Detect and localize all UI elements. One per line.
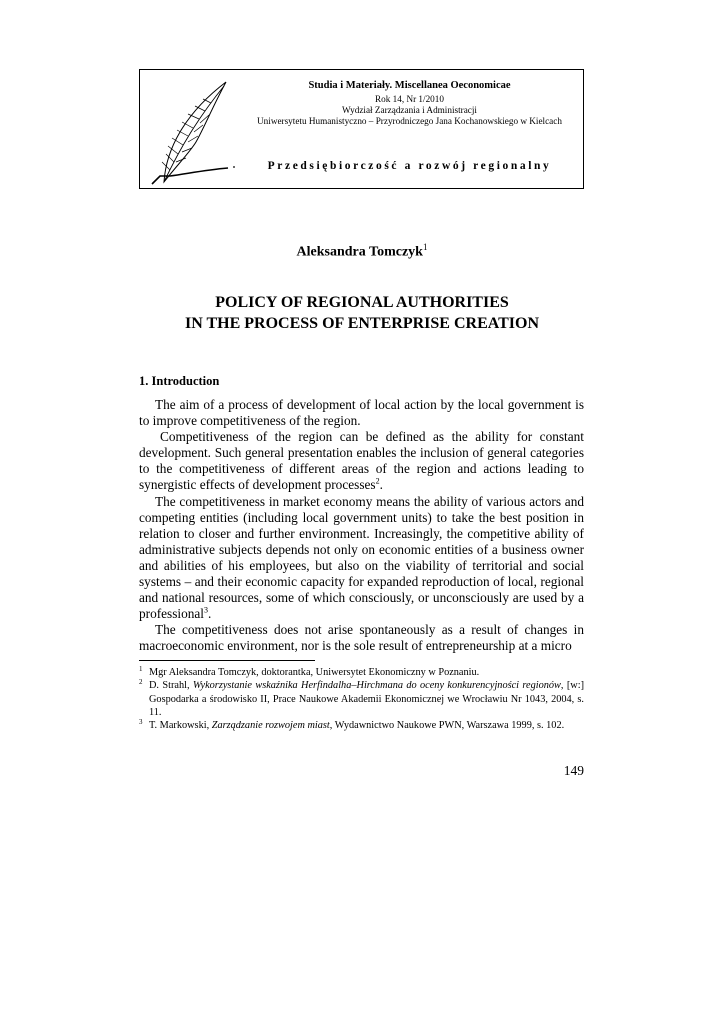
journal-header-box (139, 69, 584, 189)
paragraph-4: The competitiveness does not arise spontaneously as a result of changes in macroeconomic environment, nor is the sole result of entrepreneurship at a micro (139, 622, 584, 654)
paragraph-1: The aim of a process of development of local action by the local government is to improve competitiveness of the region. (139, 397, 584, 429)
page-number: 149 (563, 763, 584, 778)
author-footnote-ref: 1 (422, 242, 428, 252)
cited-title: Zarządzanie rozwojem miast (211, 720, 330, 732)
footnotes (139, 666, 584, 732)
footnote-number: 1 (139, 665, 143, 673)
section-heading: 1. Introduction (139, 374, 220, 388)
footnote-ref-3: 3 (204, 605, 208, 615)
journal-faculty: Wydział Zarządzania i Administracji (342, 105, 477, 115)
series-title: Przedsiębiorczość a rozwój regionalny (267, 160, 552, 172)
journal-issue: Rok 14, Nr 1/2010 (375, 94, 444, 104)
footnote-number: 2 (139, 678, 143, 687)
title-line-1: POLICY OF REGIONAL AUTHORITIES (215, 294, 509, 311)
article-title (0, 292, 724, 334)
footnote-3: 3 T. Markowski, Zarządzanie rozwojem miast, Wydawnictwo Naukowe PWN, Warszawa 1999, s. 102. (139, 718, 565, 732)
paragraph-3: The competitiveness in market economy means the ability of various actors and competing entities (including local government units) to take the best position in relation to closer and further environment. Increasingly, the competitive ability of administrative subjects depends not only on economic entities of a business owner and abilities of his employees, but also on the viability of territorial and social systems – and their economic capacity for expanded reproduction of local, regional and national resources, some of which consciously, or unconsciously are used by a professional$^3$. (139, 493, 584, 622)
author-name: Aleksandra Tomczyk (296, 244, 423, 260)
paragraph-2: Competitiveness of the region can be defined as the ability for constant development. Such general presentation enables the inclusion of general categories to the competitiveness of different areas of the region and actions leading to synergistic effects of development processes$^2$. (139, 429, 584, 493)
title-line-2: IN THE PROCESS OF ENTERPRISE CREATION (185, 315, 539, 332)
footnote-number: 3 (139, 718, 143, 727)
footnote-ref-2: 2 (375, 477, 380, 487)
footnote-separator (139, 660, 315, 661)
footnote-2: 2 D. Strahl, Wykorzystanie wskaźnika Herfindalha–Hirchmana do oceny konkurencyjności regionów, [w:] Gospodarka a środowisko II, Prace Naukowe Akademii Ekonomicznej we Wrocławiu Nr 1043, 2004, s. 11. (139, 678, 584, 718)
body-text (139, 397, 584, 655)
cited-title: Wykorzystanie wskaźnika Herfindalha–Hirchmana do oceny konkurencyjności regionów (192, 680, 561, 692)
footnote-1: 1 Mgr Aleksandra Tomczyk, doktorantka, Uniwersytet Ekonomiczny w Poznaniu. (139, 665, 480, 678)
journal-university: Uniwersytetu Humanistyczno – Przyrodniczego Jana Kochanowskiego w Kielcach (257, 116, 562, 126)
journal-name: Studia i Materiały. Miscellanea Oeconomicae (308, 80, 511, 91)
article-author (0, 242, 724, 261)
quill-pen-icon (146, 78, 238, 186)
